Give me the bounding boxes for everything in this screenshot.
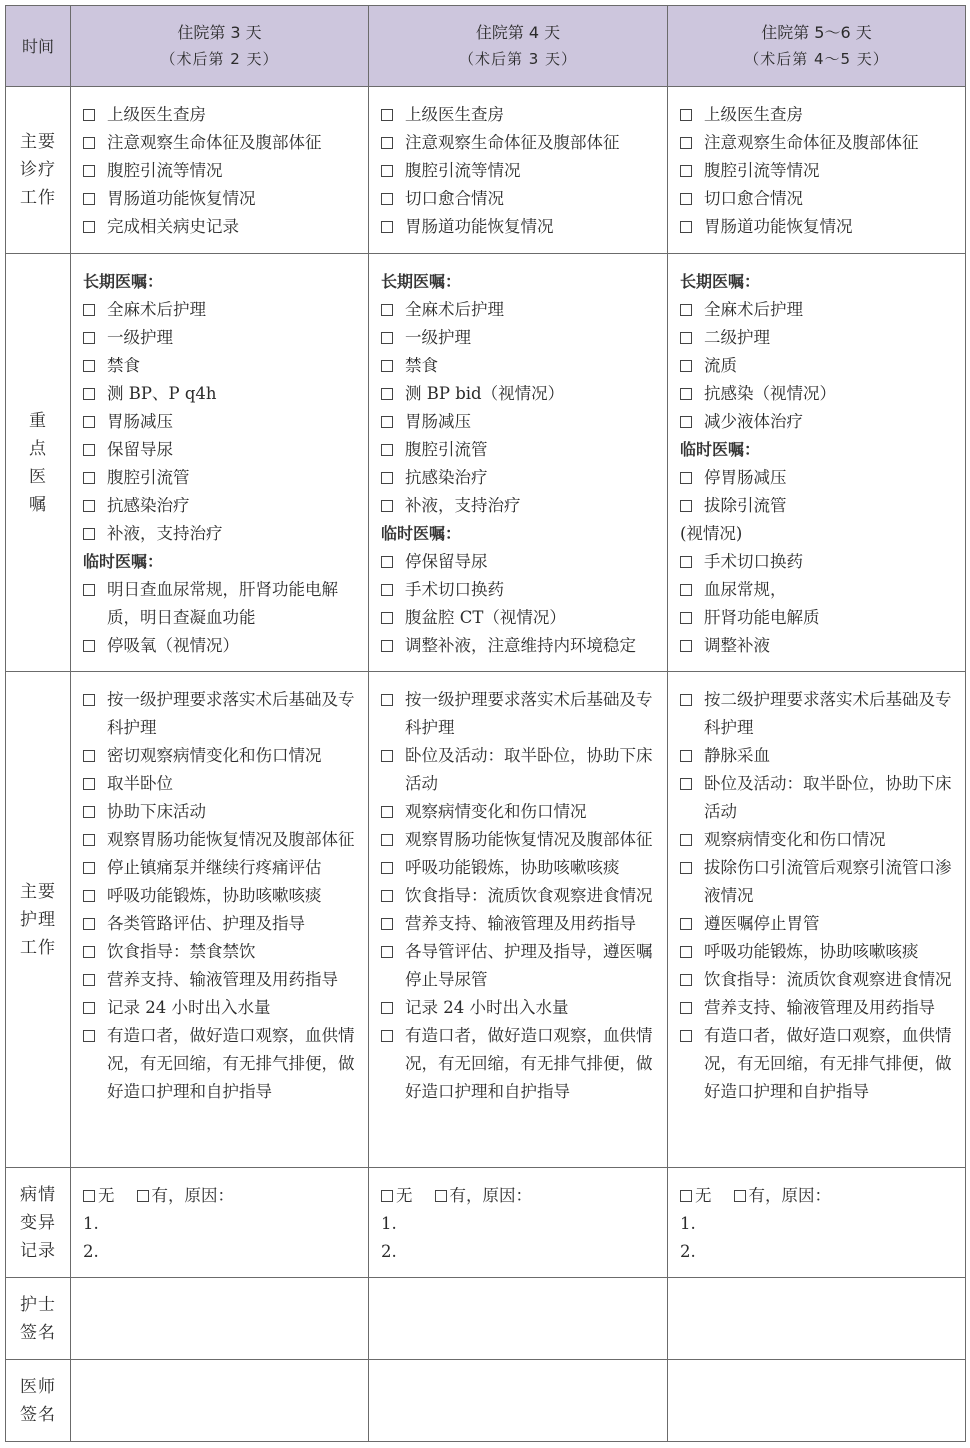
- checklist-item-label: 补液，支持治疗: [405, 496, 521, 515]
- checkbox[interactable]: [83, 806, 95, 818]
- checklist-item: [680, 520, 959, 548]
- checklist-item-label: 停吸氧（视情况）: [107, 636, 239, 655]
- checklist-item: [83, 157, 362, 185]
- diagnosis-row: [6, 87, 966, 254]
- checkbox[interactable]: [83, 750, 95, 762]
- orders-row: [6, 254, 966, 672]
- checklist-item: [381, 464, 661, 492]
- checklist-item-label: 腹盆腔 CT（视情况）: [405, 608, 566, 627]
- checklist-item-label: 腹腔引流管: [107, 468, 190, 487]
- checkbox[interactable]: [381, 806, 393, 818]
- checkbox[interactable]: [381, 193, 393, 205]
- checklist-item-label: 呼吸功能锻炼，协助咳嗽咳痰: [107, 886, 322, 905]
- checklist-item-label: 抗感染治疗: [405, 468, 488, 487]
- checklist-item-label: 各导管评估、护理及指导，遵医嘱停止导尿管: [405, 942, 653, 989]
- checkbox[interactable]: [680, 388, 692, 400]
- row-label: 护士 签名: [6, 1278, 71, 1360]
- checkbox[interactable]: [381, 304, 393, 316]
- temporary-orders-title: 临时医嘱：: [83, 552, 164, 571]
- checkbox[interactable]: [680, 556, 692, 568]
- checklist-item: [381, 686, 661, 742]
- checkbox[interactable]: [680, 416, 692, 428]
- checklist-item: [381, 324, 661, 352]
- checklist-item-label: 明日查血尿常规，肝肾功能电解质，明日查凝血功能: [107, 580, 338, 627]
- checklist-item-label: 记录 24 小时出入水量: [405, 998, 569, 1017]
- checklist-item: [680, 129, 959, 157]
- checklist-item-label: 静脉采血: [704, 746, 770, 765]
- checklist-item: [680, 101, 959, 129]
- checkbox[interactable]: [381, 862, 393, 874]
- checkbox[interactable]: [381, 834, 393, 846]
- checklist-item: [83, 994, 362, 1022]
- checkbox[interactable]: [83, 528, 95, 540]
- checkbox[interactable]: [381, 444, 393, 456]
- checklist-item: [83, 910, 362, 938]
- temporary-orders-title: 临时医嘱：: [381, 524, 462, 543]
- checkbox[interactable]: [680, 750, 692, 762]
- checklist-item: [83, 686, 362, 742]
- variance-cell: 无 有，原因： 1. 2.: [71, 1168, 369, 1278]
- checkbox[interactable]: [83, 388, 95, 400]
- checklist-item-label: 全麻术后护理: [704, 300, 803, 319]
- signature-cell[interactable]: [369, 1360, 668, 1442]
- checklist-item: [680, 742, 959, 770]
- signature-cell[interactable]: [71, 1360, 369, 1442]
- signature-cell[interactable]: [668, 1360, 966, 1442]
- checklist-item-label: 禁食: [107, 356, 140, 375]
- checklist-item-label: 手术切口换药: [405, 580, 504, 599]
- checklist-item: [83, 185, 362, 213]
- checklist-item-label: 抗感染（视情况）: [704, 384, 836, 403]
- checklist-item-label: 观察病情变化和伤口情况: [704, 830, 886, 849]
- checklist-item-label: 腹腔引流等情况: [107, 161, 223, 180]
- checkbox[interactable]: [680, 918, 692, 930]
- checklist-item: [680, 910, 959, 938]
- checkbox[interactable]: [83, 165, 95, 177]
- checkbox[interactable]: [381, 137, 393, 149]
- day-column-header: 住院第 5～6 天 （术后第 4～5 天）: [668, 6, 966, 87]
- checkbox[interactable]: [680, 221, 692, 233]
- checklist-item-label: 观察病情变化和伤口情况: [405, 802, 587, 821]
- checklist-item: [83, 520, 362, 548]
- checkbox[interactable]: [680, 332, 692, 344]
- checkbox[interactable]: [83, 890, 95, 902]
- checkbox[interactable]: [83, 778, 95, 790]
- checkbox[interactable]: [381, 918, 393, 930]
- checklist-item-label: 手术切口换药: [704, 552, 803, 571]
- checkbox-none[interactable]: [381, 1190, 393, 1202]
- checkbox-none[interactable]: [680, 1190, 692, 1202]
- row-label: 重 点 医 嘱: [6, 254, 71, 672]
- checkbox[interactable]: [83, 584, 95, 596]
- checklist-item-label: 血尿常规，: [704, 580, 787, 599]
- checkbox[interactable]: [83, 640, 95, 652]
- checklist-item: [83, 938, 362, 966]
- checkbox[interactable]: [680, 612, 692, 624]
- checklist-item-label: 饮食指导：流质饮食观察进食情况: [704, 970, 952, 989]
- temporary-orders-title: 临时医嘱：: [680, 440, 761, 459]
- checklist-item-label: 拔除引流管: [704, 496, 787, 515]
- nursing-cell: [369, 672, 668, 1168]
- checklist-item-label: 胃肠道功能恢复情况: [405, 217, 554, 236]
- checkbox[interactable]: [381, 1002, 393, 1014]
- checkbox[interactable]: [83, 332, 95, 344]
- checklist-item-label: 上级医生查房: [405, 105, 504, 124]
- checkbox[interactable]: [680, 193, 692, 205]
- checklist-item: [381, 994, 661, 1022]
- checklist-item-label: 胃肠道功能恢复情况: [107, 189, 256, 208]
- checklist-item-label: 取半卧位: [107, 774, 173, 793]
- checklist-item-label: 抗感染治疗: [107, 496, 190, 515]
- checklist-item: [680, 185, 959, 213]
- checklist-item: [83, 966, 362, 994]
- checklist-item-label: 测 BP bid（视情况）: [405, 384, 565, 403]
- checklist-item: [83, 492, 362, 520]
- checklist-item-label: 注意观察生命体征及腹部体征: [107, 133, 322, 152]
- checklist-item: [83, 380, 362, 408]
- checkbox[interactable]: [381, 416, 393, 428]
- checklist-item: [83, 854, 362, 882]
- checkbox[interactable]: [83, 1030, 95, 1042]
- checklist-item: [381, 826, 661, 854]
- signature-cell[interactable]: [369, 1278, 668, 1360]
- long-term-orders-title: 长期医嘱：: [680, 272, 761, 291]
- checkbox[interactable]: [680, 137, 692, 149]
- checklist-item-label: 营养支持、输液管理及用药指导: [405, 914, 636, 933]
- checklist-item: [680, 548, 959, 576]
- checklist-item-label: 停胃肠减压: [704, 468, 787, 487]
- checkbox[interactable]: [381, 584, 393, 596]
- checklist-item: [83, 770, 362, 798]
- checkbox[interactable]: [381, 1030, 393, 1042]
- checklist-item-label: (视情况): [680, 524, 743, 543]
- checklist-item: [381, 854, 661, 882]
- checklist-item-label: 各类管路评估、护理及指导: [107, 914, 305, 933]
- checklist-item: [83, 324, 362, 352]
- checkbox-yes[interactable]: [435, 1190, 447, 1202]
- checkbox[interactable]: [680, 1030, 692, 1042]
- nursing-cell: [668, 672, 966, 1168]
- checkbox[interactable]: [381, 556, 393, 568]
- checklist-item: [381, 352, 661, 380]
- checklist-item: [381, 296, 661, 324]
- checklist-item-label: 完成相关病史记录: [107, 217, 239, 236]
- checklist-item: [83, 882, 362, 910]
- checklist-item: [680, 826, 959, 854]
- checklist-item-label: 密切观察病情变化和伤口情况: [107, 746, 322, 765]
- row-label: 医师 签名: [6, 1360, 71, 1442]
- checklist-item-label: 腹腔引流管: [405, 440, 488, 459]
- checklist-item-label: 卧位及活动：取半卧位，协助下床活动: [405, 746, 653, 793]
- checklist-item-label: 禁食: [405, 356, 438, 375]
- checklist-item-label: 上级医生查房: [107, 105, 206, 124]
- time-header: 时间: [6, 6, 71, 87]
- variance-cell: 无 有，原因： 1. 2.: [369, 1168, 668, 1278]
- checkbox[interactable]: [381, 640, 393, 652]
- checklist-item-label: 按二级护理要求落实术后基础及专科护理: [704, 690, 952, 737]
- checkbox[interactable]: [680, 500, 692, 512]
- checkbox[interactable]: [381, 500, 393, 512]
- checklist-item-label: 切口愈合情况: [405, 189, 504, 208]
- variance-row: [6, 1168, 966, 1278]
- checklist-item-label: 有造口者，做好造口观察，血供情况，有无回缩，有无排气排便，做好造口护理和自护指导: [704, 1026, 952, 1101]
- checklist-item-label: 按一级护理要求落实术后基础及专科护理: [405, 690, 653, 737]
- checkbox[interactable]: [680, 694, 692, 706]
- checkbox[interactable]: [83, 694, 95, 706]
- checklist-item: [680, 408, 959, 436]
- diagnosis-cell: [668, 87, 966, 254]
- variance-cell: 无 有，原因： 1. 2.: [668, 1168, 966, 1278]
- checklist-item: [83, 742, 362, 770]
- checklist-item-label: 测 BP、P q4h: [107, 384, 217, 403]
- checklist-item: [83, 826, 362, 854]
- checklist-item: [83, 352, 362, 380]
- checklist-item: [680, 492, 959, 520]
- signature-cell[interactable]: [71, 1278, 369, 1360]
- checklist-item-label: 减少液体治疗: [704, 412, 803, 431]
- checkbox[interactable]: [83, 1002, 95, 1014]
- checkbox[interactable]: [680, 360, 692, 372]
- checkbox[interactable]: [83, 193, 95, 205]
- clinical-pathway-table: [5, 5, 966, 1442]
- checklist-item: [83, 576, 362, 632]
- checkbox[interactable]: [381, 388, 393, 400]
- checklist-item-label: 饮食指导：流质饮食观察进食情况: [405, 886, 653, 905]
- checkbox[interactable]: [381, 472, 393, 484]
- checkbox[interactable]: [381, 360, 393, 372]
- checklist-item: [680, 686, 959, 742]
- checklist-item-label: 按一级护理要求落实术后基础及专科护理: [107, 690, 355, 737]
- checklist-item: [83, 101, 362, 129]
- checklist-item: [381, 938, 661, 994]
- checkbox[interactable]: [680, 1002, 692, 1014]
- checkbox[interactable]: [83, 221, 95, 233]
- checkbox[interactable]: [381, 221, 393, 233]
- checklist-item: [381, 882, 661, 910]
- checkbox[interactable]: [680, 584, 692, 596]
- checklist-item-label: 流质: [704, 356, 737, 375]
- checklist-item-label: 全麻术后护理: [107, 300, 206, 319]
- checkbox[interactable]: [83, 974, 95, 986]
- checkbox[interactable]: [381, 694, 393, 706]
- checklist-item: [83, 632, 362, 660]
- checkbox-none[interactable]: [83, 1190, 95, 1202]
- checkbox[interactable]: [381, 750, 393, 762]
- checklist-item: [680, 770, 959, 826]
- checkbox[interactable]: [680, 640, 692, 652]
- checklist-item: [83, 213, 362, 241]
- checklist-item-label: 胃肠减压: [107, 412, 173, 431]
- header-row: [6, 6, 966, 87]
- checklist-item-label: 停止镇痛泵并继续行疼痛评估: [107, 858, 322, 877]
- checklist-item-label: 观察胃肠功能恢复情况及腹部体征: [405, 830, 653, 849]
- checklist-item: [83, 296, 362, 324]
- checklist-item: [83, 1022, 362, 1106]
- checklist-item-label: 胃肠减压: [405, 412, 471, 431]
- checklist-item: [83, 408, 362, 436]
- checkbox[interactable]: [381, 332, 393, 344]
- checklist-item-label: 上级医生查房: [704, 105, 803, 124]
- checklist-item-label: 拔除伤口引流管后观察引流管口渗液情况: [704, 858, 952, 905]
- checklist-item: [680, 576, 959, 604]
- orders-cell: [369, 254, 668, 672]
- checkbox[interactable]: [680, 472, 692, 484]
- checklist-item-label: 饮食指导：禁食禁饮: [107, 942, 256, 961]
- checklist-item: [381, 213, 661, 241]
- checklist-item: [381, 492, 661, 520]
- checklist-item-label: 卧位及活动：取半卧位，协助下床活动: [704, 774, 952, 821]
- checkbox[interactable]: [680, 862, 692, 874]
- checkbox[interactable]: [381, 165, 393, 177]
- checklist-item-label: 呼吸功能锻炼，协助咳嗽咳痰: [405, 858, 620, 877]
- checkbox[interactable]: [83, 304, 95, 316]
- checklist-item: [83, 129, 362, 157]
- checkbox[interactable]: [381, 890, 393, 902]
- checklist-item: [381, 576, 661, 604]
- checkbox[interactable]: [680, 834, 692, 846]
- checklist-item-label: 调整补液，注意维持内环境稳定: [405, 636, 636, 655]
- checkbox[interactable]: [83, 360, 95, 372]
- checklist-item: [680, 1022, 959, 1106]
- checklist-item-label: 营养支持、输液管理及用药指导: [704, 998, 935, 1017]
- checkbox[interactable]: [83, 834, 95, 846]
- checklist-item-label: 协助下床活动: [107, 802, 206, 821]
- day-column-header: 住院第 3 天 （术后第 2 天）: [71, 6, 369, 87]
- checklist-item: [83, 436, 362, 464]
- checklist-item-label: 一级护理: [405, 328, 471, 347]
- checkbox[interactable]: [680, 165, 692, 177]
- checklist-item: [680, 966, 959, 994]
- nurse-sign-row: [6, 1278, 966, 1360]
- checkbox[interactable]: [83, 444, 95, 456]
- row-label: 主要 护理 工作: [6, 672, 71, 1168]
- checklist-item: [680, 464, 959, 492]
- nursing-row: [6, 672, 966, 1168]
- orders-cell: [71, 254, 369, 672]
- checkbox[interactable]: [680, 974, 692, 986]
- checklist-item-label: 观察胃肠功能恢复情况及腹部体征: [107, 830, 355, 849]
- checklist-item-label: 全麻术后护理: [405, 300, 504, 319]
- checkbox[interactable]: [83, 500, 95, 512]
- checklist-item-label: 记录 24 小时出入水量: [107, 998, 271, 1017]
- checklist-item: [381, 798, 661, 826]
- checklist-item: [381, 548, 661, 576]
- doctor-sign-row: [6, 1360, 966, 1442]
- checkbox[interactable]: [83, 109, 95, 121]
- nursing-cell: [71, 672, 369, 1168]
- checklist-item: [680, 994, 959, 1022]
- checkbox[interactable]: [680, 109, 692, 121]
- orders-cell: [668, 254, 966, 672]
- checklist-item-label: 调整补液: [704, 636, 770, 655]
- checkbox[interactable]: [83, 472, 95, 484]
- checkbox-yes[interactable]: [137, 1190, 149, 1202]
- checkbox-yes[interactable]: [734, 1190, 746, 1202]
- checkbox[interactable]: [381, 946, 393, 958]
- checklist-item: [381, 632, 661, 660]
- checklist-item: [680, 352, 959, 380]
- checklist-item: [680, 324, 959, 352]
- checklist-item: [680, 296, 959, 324]
- checkbox[interactable]: [381, 109, 393, 121]
- checklist-item-label: 胃肠道功能恢复情况: [704, 217, 853, 236]
- checklist-item: [680, 938, 959, 966]
- checklist-item: [680, 632, 959, 660]
- checklist-item: [381, 129, 661, 157]
- row-label: 主要 诊疗 工作: [6, 87, 71, 254]
- checklist-item-label: 腹腔引流等情况: [704, 161, 820, 180]
- checkbox[interactable]: [83, 416, 95, 428]
- checklist-item: [381, 742, 661, 798]
- signature-cell[interactable]: [668, 1278, 966, 1360]
- diagnosis-cell: [71, 87, 369, 254]
- checklist-item-label: 注意观察生命体征及腹部体征: [405, 133, 620, 152]
- checkbox[interactable]: [83, 862, 95, 874]
- checklist-item: [381, 408, 661, 436]
- checkbox[interactable]: [680, 304, 692, 316]
- checklist-item: [381, 436, 661, 464]
- checklist-item-label: 注意观察生命体征及腹部体征: [704, 133, 919, 152]
- long-term-orders-title: 长期医嘱：: [381, 272, 462, 291]
- checklist-item-label: 腹腔引流等情况: [405, 161, 521, 180]
- checkbox[interactable]: [680, 946, 692, 958]
- checklist-item-label: 遵医嘱停止胃管: [704, 914, 820, 933]
- checklist-item-label: 呼吸功能锻炼，协助咳嗽咳痰: [704, 942, 919, 961]
- checklist-item: [381, 185, 661, 213]
- checkbox[interactable]: [680, 778, 692, 790]
- checklist-item: [680, 854, 959, 910]
- day-column-header: 住院第 4 天 （术后第 3 天）: [369, 6, 668, 87]
- diagnosis-cell: [369, 87, 668, 254]
- checklist-item-label: 一级护理: [107, 328, 173, 347]
- checklist-item: [680, 213, 959, 241]
- checklist-item-label: 营养支持、输液管理及用药指导: [107, 970, 338, 989]
- checklist-item: [680, 157, 959, 185]
- long-term-orders-title: 长期医嘱：: [83, 272, 164, 291]
- checklist-item: [83, 464, 362, 492]
- checkbox[interactable]: [83, 918, 95, 930]
- checklist-item-label: 补液，支持治疗: [107, 524, 223, 543]
- checklist-item-label: 有造口者，做好造口观察，血供情况，有无回缩，有无排气排便，做好造口护理和自护指导: [405, 1026, 653, 1101]
- checklist-item-label: 保留导尿: [107, 440, 173, 459]
- checklist-item-label: 有造口者，做好造口观察，血供情况，有无回缩，有无排气排便，做好造口护理和自护指导: [107, 1026, 355, 1101]
- checklist-item: [680, 604, 959, 632]
- row-label: 病情 变异 记录: [6, 1168, 71, 1278]
- checklist-item: [381, 380, 661, 408]
- checklist-item: [381, 1022, 661, 1106]
- checklist-item: [83, 798, 362, 826]
- checklist-item: [381, 604, 661, 632]
- checklist-item-label: 停保留导尿: [405, 552, 488, 571]
- checkbox[interactable]: [83, 137, 95, 149]
- checklist-item: [381, 101, 661, 129]
- checklist-item-label: 切口愈合情况: [704, 189, 803, 208]
- checklist-item: [381, 157, 661, 185]
- checkbox[interactable]: [381, 612, 393, 624]
- checklist-item-label: 二级护理: [704, 328, 770, 347]
- checklist-item: [381, 910, 661, 938]
- checklist-item: [680, 380, 959, 408]
- checkbox[interactable]: [83, 946, 95, 958]
- checklist-item-label: 肝肾功能电解质: [704, 608, 820, 627]
